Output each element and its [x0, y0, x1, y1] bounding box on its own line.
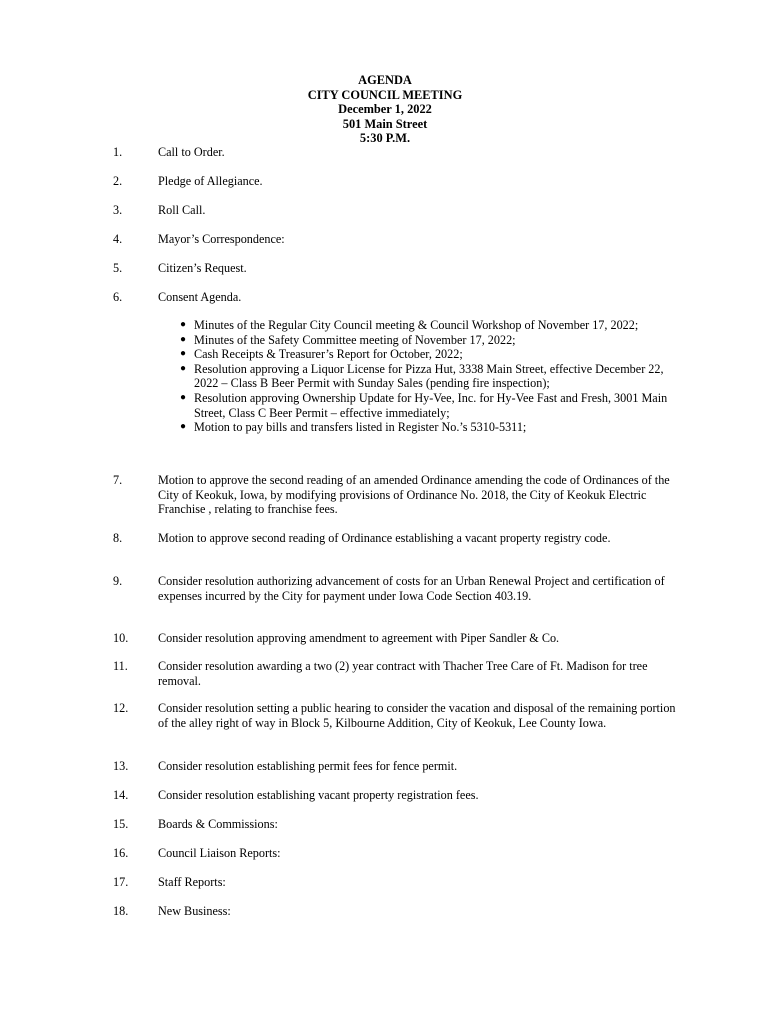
item-number: 1.: [113, 145, 123, 159]
item-number: 13.: [113, 759, 129, 773]
item-text: Staff Reports:: [158, 875, 226, 889]
agenda-header: [0, 73, 770, 146]
item-text: Consider resolution awarding a two (2) year contract with Thacher Tree Care of Ft. Madison for tree removal.: [158, 659, 648, 688]
item-number: 12.: [113, 701, 129, 715]
item-number: 10.: [113, 631, 129, 645]
item-number: 16.: [113, 846, 129, 860]
consent-agenda-list: [180, 318, 680, 435]
item-text: Consider resolution approving amendment to agreement with Piper Sandler & Co.: [158, 631, 560, 645]
item-text: Consider resolution setting a public hearing to consider the vacation and disposal of the remaining portion of the alley right of way in Block 5, Kilbourne Addition, City of Keokuk, Lee County Iowa.: [158, 701, 676, 730]
consent-item: ● Resolution approving a Liquor License for Pizza Hut, 3338 Main Street, effective December 22, 2022 – Class B Beer Permit with Sunday Sales (pending fire inspection);: [180, 362, 680, 391]
item-number: 18.: [113, 904, 129, 918]
consent-item: ● Cash Receipts & Treasurer’s Report for October, 2022;: [180, 347, 680, 362]
item-number: 14.: [113, 788, 129, 802]
item-text: Pledge of Allegiance.: [158, 174, 263, 188]
consent-item: ● Motion to pay bills and transfers listed in Register No.’s 5310-5311;: [180, 420, 680, 435]
item-text: New Business:: [158, 904, 231, 918]
item-text: Consent Agenda.: [158, 290, 242, 304]
item-number: 8.: [113, 531, 123, 545]
item-number: 5.: [113, 261, 123, 275]
item-number: 7.: [113, 473, 123, 487]
consent-item: ● Minutes of the Regular City Council meeting & Council Workshop of November 17, 2022;: [180, 318, 680, 333]
consent-item: ● Minutes of the Safety Committee meeting of November 17, 2022;: [180, 333, 680, 348]
item-text: Call to Order.: [158, 145, 225, 159]
consent-item: ● Resolution approving Ownership Update for Hy-Vee, Inc. for Hy-Vee Fast and Fresh, 3001 Main Street, Class C Beer Permit – effective immediately;: [180, 391, 680, 420]
item-text: Council Liaison Reports:: [158, 846, 281, 860]
item-text: Mayor’s Correspondence:: [158, 232, 285, 246]
item-number: 11.: [113, 659, 128, 673]
agenda-title: AGENDA: [358, 73, 412, 87]
meeting-date: December 1, 2022: [338, 102, 432, 117]
item-number: 17.: [113, 875, 129, 889]
item-text: Boards & Commissions:: [158, 817, 278, 831]
item-number: 6.: [113, 290, 123, 304]
item-number: 9.: [113, 574, 123, 588]
item-text: Consider resolution establishing vacant property registration fees.: [158, 788, 479, 802]
item-number: 2.: [113, 174, 123, 188]
item-text: Motion to approve the second reading of an amended Ordinance amending the code of Ordinances of the City of Keokuk, Iowa, by modifying provisions of Ordinance No. 2018, the City of Keokuk Electric Franchise , relating to franchise fees.: [158, 473, 670, 517]
item-text: Consider resolution authorizing advancement of costs for an Urban Renewal Project and certification of expenses incurred by the City for payment under Iowa Code Section 403.19.: [158, 574, 665, 603]
item-text: Consider resolution establishing permit fees for fence permit.: [158, 759, 458, 773]
item-text: Roll Call.: [158, 203, 206, 217]
item-text: Citizen’s Request.: [158, 261, 247, 275]
meeting-name: CITY COUNCIL MEETING: [307, 87, 463, 102]
item-number: 15.: [113, 817, 129, 831]
meeting-time: 5:30 P.M.: [359, 131, 411, 146]
item-text: Motion to approve second reading of Ordinance establishing a vacant property registry code.: [158, 531, 611, 545]
item-number: 4.: [113, 232, 123, 246]
item-number: 3.: [113, 203, 123, 217]
meeting-address: 501 Main Street: [342, 116, 428, 131]
